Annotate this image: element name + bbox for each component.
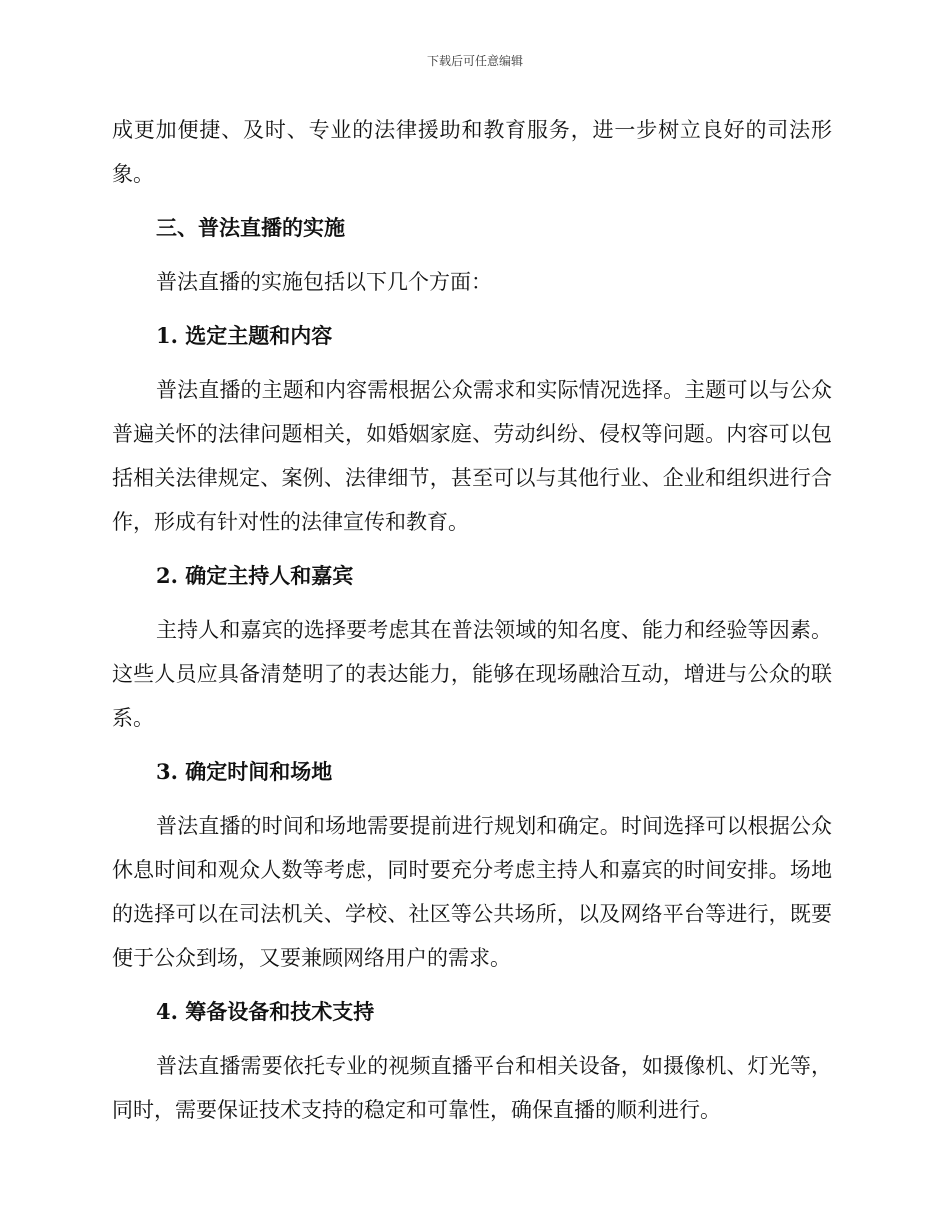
paragraph-1: 普法直播的主题和内容需根据公众需求和实际情况选择。主题可以与公众普遍关怀的法律问题相关，如婚姻家庭、劳动纠纷、侵权等问题。内容可以包括相关法律规定、案例、法律细节，甚至可以与其他行业、企业和组织进行合作，形成有针对性的法律宣传和教育。 [112,378,832,534]
subheading-3: 3. 确定时间和场地 [156,759,333,784]
document-body [112,108,832,1132]
section-intro: 普法直播的实施包括以下几个方面： [156,270,492,294]
paragraph-3: 普法直播的时间和场地需要提前进行规划和确定。时间选择可以根据公众休息时间和观众人数等考虑，同时要充分考虑主持人和嘉宾的时间安排。场地的选择可以在司法机关、学校、社区等公共场所，以及网络平台等进行，既要便于公众到场，又要兼顾网络用户的需求。 [112,814,832,970]
subheading-1: 1. 选定主题和内容 [156,323,333,348]
paragraph-4: 普法直播需要依托专业的视频直播平台和相关设备，如摄像机、灯光等，同时，需要保证技术支持的稳定和可靠性，确保直播的顺利进行。 [112,1054,832,1122]
section-heading: 三、普法直播的实施 [156,215,345,240]
paragraph-2: 主持人和嘉宾的选择要考虑其在普法领域的知名度、能力和经验等因素。这些人员应具备清楚明了的表达能力，能够在现场融洽互动，增进与公众的联系。 [112,618,832,730]
paragraph-continuation: 成更加便捷、及时、专业的法律援助和教育服务，进一步树立良好的司法形象。 [112,118,832,186]
subheading-4: 4. 筹备设备和技术支持 [156,999,375,1024]
page-header: 下载后可任意编辑 [426,54,523,68]
subheading-2: 2. 确定主持人和嘉宾 [156,563,354,588]
